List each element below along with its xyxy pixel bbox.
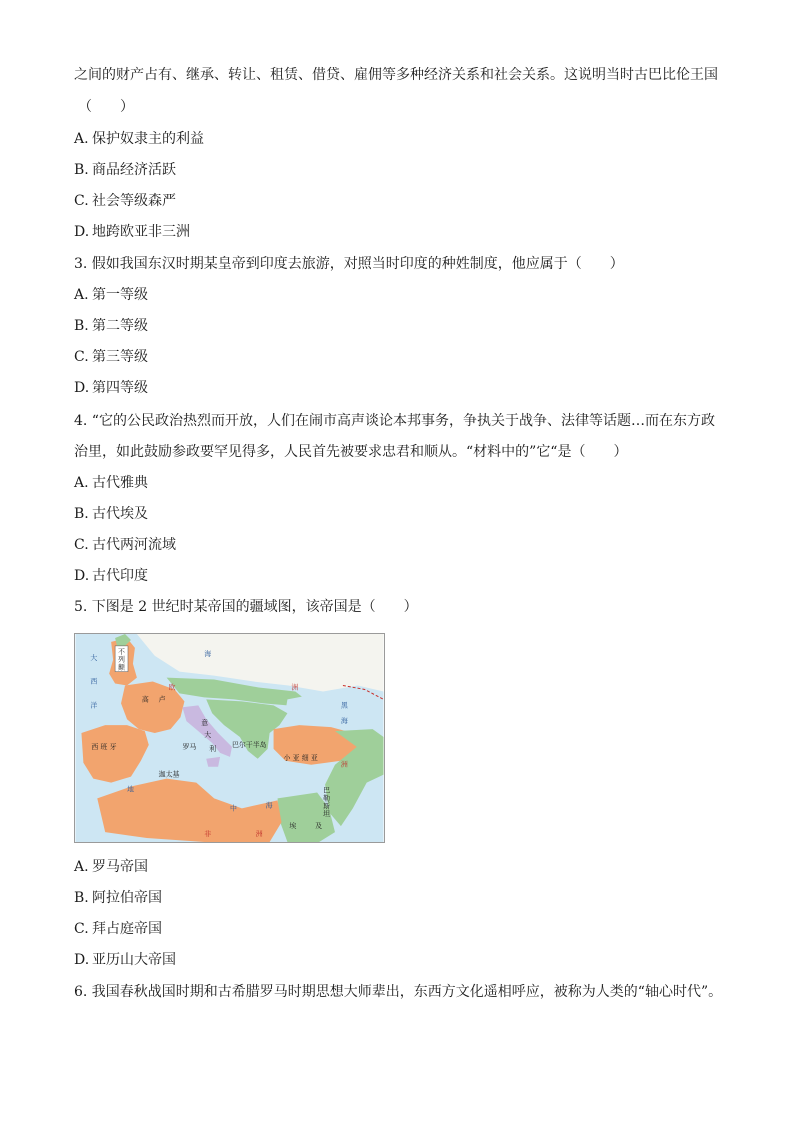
option-letter: B. <box>74 318 89 334</box>
map-label-europe-2: 洲 <box>291 683 299 692</box>
option-letter: C. <box>74 537 89 553</box>
map-label-gaul-2: 卢 <box>158 695 166 704</box>
option-text: 阿拉伯帝国 <box>92 890 162 906</box>
option-text: 第一等级 <box>92 287 148 303</box>
option-text: 古代印度 <box>92 568 148 584</box>
option-text: 第三等级 <box>92 349 148 365</box>
option-letter: B. <box>74 890 89 906</box>
empire-territory-map <box>74 633 385 843</box>
map-label-black-sea-2: 海 <box>340 717 348 726</box>
q5-option-d <box>74 950 176 970</box>
option-text: 第四等级 <box>92 380 148 396</box>
map-label-italy-2: 大 <box>204 731 212 740</box>
q5-option-c <box>74 919 162 939</box>
map-label-europe-1: 欧 <box>168 683 176 692</box>
option-letter: A. <box>74 475 89 491</box>
option-letter: D. <box>74 380 90 396</box>
q4-option-d <box>74 566 148 586</box>
q3-option-b <box>74 316 148 336</box>
map-label-rome: 罗马 <box>182 742 197 751</box>
option-letter: A. <box>74 131 89 147</box>
map-label-atlantic-2: 西 <box>90 677 98 686</box>
map-label-britain-3: 颠 <box>118 663 125 672</box>
option-letter: C. <box>74 193 89 209</box>
map-label-med-2: 中 <box>229 804 237 813</box>
q3-option-c <box>74 347 148 367</box>
option-text: 商品经济活跃 <box>92 162 176 178</box>
map-label-britain-2: 列 <box>118 655 125 664</box>
map-label-asia: 洲 <box>340 760 348 769</box>
option-letter: C. <box>74 349 89 365</box>
map-label-balkans: 巴尔干半岛 <box>231 740 267 749</box>
map-label-med-3: 海 <box>265 801 273 810</box>
q4-option-c <box>74 535 176 555</box>
map-label-palestine-3: 斯 <box>323 802 331 811</box>
q5-option-b <box>74 888 162 908</box>
map-label-black-sea-1: 黑 <box>340 701 348 710</box>
option-text: 拜占庭帝国 <box>92 921 162 937</box>
option-letter: B. <box>74 162 89 178</box>
map-label-africa-2: 洲 <box>255 830 263 839</box>
option-letter: D. <box>74 224 90 240</box>
map-label-egypt-2: 及 <box>315 822 323 831</box>
q2-option-b <box>74 160 176 180</box>
q5-stem: 5. 下图是 2 世纪时某帝国的疆域图，该帝国是（ ） <box>74 599 418 615</box>
map-label-med-1: 地 <box>126 785 134 794</box>
option-letter: A. <box>74 287 89 303</box>
map-label-britain-1: 不 <box>118 647 125 656</box>
option-letter: C. <box>74 921 89 937</box>
option-text: 古代两河流域 <box>92 537 176 553</box>
q3-stem: 3. 假如我国东汉时期某皇帝到印度去旅游，对照当时印度的种姓制度，他应属于（ ） <box>74 256 624 272</box>
q3-option-d <box>74 378 148 398</box>
option-letter: D. <box>74 952 90 968</box>
option-text: 社会等级森严 <box>92 193 176 209</box>
option-letter: A. <box>74 859 89 875</box>
option-text: 地跨欧亚非三洲 <box>92 224 190 240</box>
q4-stem-line2: 治里，如此鼓励参政要罕见得多，人民首先被要求忠君和顺从。“材料中的”它“是（ ） <box>74 444 628 460</box>
map-label-gaul-1: 高 <box>141 695 149 704</box>
q2-stem-continued: 之间的财产占有、继承、转让、租赁、借贷、雇佣等多种经济关系和社会关系。这说明当时古巴比伦王国 <box>74 67 718 83</box>
map-label-palestine-4: 坦 <box>323 810 331 819</box>
map-label-atlantic-3: 洋 <box>90 701 98 710</box>
option-text: 第二等级 <box>92 318 148 334</box>
option-text: 保护奴隶主的利益 <box>92 131 204 147</box>
option-text: 古代雅典 <box>92 475 148 491</box>
q3-option-a <box>74 285 148 305</box>
q6-stem: 6. 我国春秋战国时期和古希腊罗马时期思想大师辈出，东西方文化遥相呼应，被称为人类的“轴心时代”。 <box>74 984 723 1000</box>
map-label-atlantic-1: 大 <box>90 653 98 662</box>
q5-option-a <box>74 857 148 877</box>
map-label-palestine-1: 巴 <box>323 786 331 795</box>
map-label-carthage: 迦太基 <box>158 770 180 779</box>
map-label-north-sea: 海 <box>204 649 212 658</box>
map-label-italy-3: 利 <box>209 744 217 753</box>
q2-option-c <box>74 191 176 211</box>
option-letter: B. <box>74 506 89 522</box>
q4-option-b <box>74 504 148 524</box>
map-label-africa-1: 非 <box>204 830 212 839</box>
q4-stem-line1: 4. “它的公民政治热烈而开放，人们在闹市高声谈论本邦事务，争执关于战争、法律等话题…而在东方政 <box>74 413 715 429</box>
map-svg <box>75 634 384 842</box>
map-label-egypt-1: 埃 <box>289 822 297 831</box>
map-label-palestine-2: 勒 <box>323 794 331 803</box>
map-label-italy-1: 意 <box>201 719 209 728</box>
option-text: 罗马帝国 <box>92 859 148 875</box>
q2-option-d <box>74 222 190 242</box>
map-label-asia-minor: 小 亚 细 亚 <box>283 753 318 762</box>
q2-option-a <box>74 129 204 149</box>
q4-option-a <box>74 473 148 493</box>
option-text: 古代埃及 <box>92 506 148 522</box>
option-text: 亚历山大帝国 <box>92 952 176 968</box>
map-label-spain: 西 班 牙 <box>91 742 117 751</box>
q2-answer-blank: （ ） <box>78 99 134 115</box>
option-letter: D. <box>74 568 90 584</box>
